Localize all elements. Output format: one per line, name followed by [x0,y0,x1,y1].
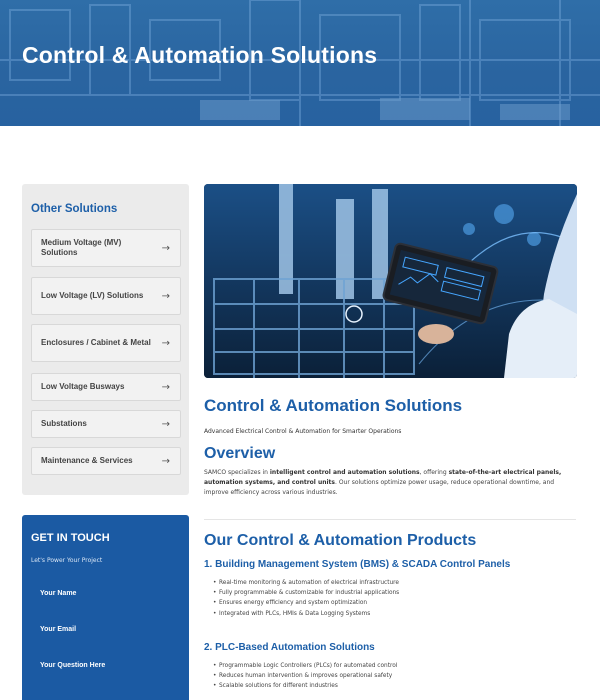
arrow-right-icon: → [161,418,170,430]
list-item: • Real-time monitoring & automation of electrical infrastructure [213,578,399,588]
arrow-right-icon: → [161,242,170,254]
contact-subtitle: Let's Power Your Project [31,557,103,564]
product-title-plc: 2. PLC-Based Automation Solutions [204,642,375,653]
sidebar-item-lv-solutions[interactable] [31,277,181,315]
sidebar-item-label: Low Voltage (LV) Solutions [41,291,144,300]
section-title: Control & Automation Solutions [204,396,463,415]
page-title: Control & Automation Solutions [22,42,378,68]
hero-banner [0,0,600,126]
tagline: Advanced Electrical Control & Automation for Smarter Operations [204,428,402,435]
product-bullets-plc [213,661,397,692]
arrow-right-icon: → [161,455,170,467]
sidebar-item-label: Substations [41,419,87,428]
list-item: • Fully programmable & customizable for industrial applications [213,588,399,598]
contact-title: GET IN TOUCH [31,532,110,544]
sidebar-item-label: Enclosures / Cabinet & Metal [41,338,151,347]
contact-form [22,515,189,700]
hero-product-image [204,184,577,378]
sidebar-item-enclosures[interactable] [31,324,181,362]
industrial-plant-image [204,184,577,378]
divider [204,519,576,520]
product-bullets-bms [213,578,399,619]
list-item: • Scalable solutions for different industries [213,681,397,691]
name-field[interactable]: Your Name [40,590,77,597]
arrow-right-icon: → [161,381,170,393]
arrow-right-icon: → [161,337,170,349]
sidebar-item-label: Maintenance & Services [41,456,133,465]
sidebar-item-label: Low Voltage Busways [41,382,125,391]
sidebar-item-busways[interactable] [31,373,181,401]
arrow-right-icon: → [161,290,170,302]
sidebar-item-mv-solutions[interactable] [31,229,181,267]
sidebar-title: Other Solutions [31,203,118,215]
products-heading: Our Control & Automation Products [204,532,477,549]
overview-heading: Overview [204,445,276,462]
list-item: • Integrated with PLCs, HMIs & Data Logging Systems [213,609,399,619]
overview-paragraph: SAMCO specializes in intelligent control and automation solutions, offering state-of-the-art electrical panels, automation systems, and control units. Our solutions optimize power usage, reduce operational downtime, and improve efficiency across various industries. [204,469,562,496]
product-title-bms: 1. Building Management System (BMS) & SCADA Control Panels [204,559,511,570]
other-solutions-panel [22,184,189,495]
list-item: • Ensures energy efficiency and system optimization [213,598,399,608]
sidebar-item-label: Medium Voltage (MV) Solutions [41,238,122,257]
question-field[interactable]: Your Question Here [40,662,106,669]
email-field[interactable]: Your Email [40,626,77,633]
list-item: • Programmable Logic Controllers (PLCs) for automated control [213,661,397,671]
sidebar-item-maintenance[interactable] [31,447,181,475]
sidebar-item-substations[interactable] [31,410,181,438]
list-item: • Reduces human intervention & improves operational safety [213,671,397,681]
